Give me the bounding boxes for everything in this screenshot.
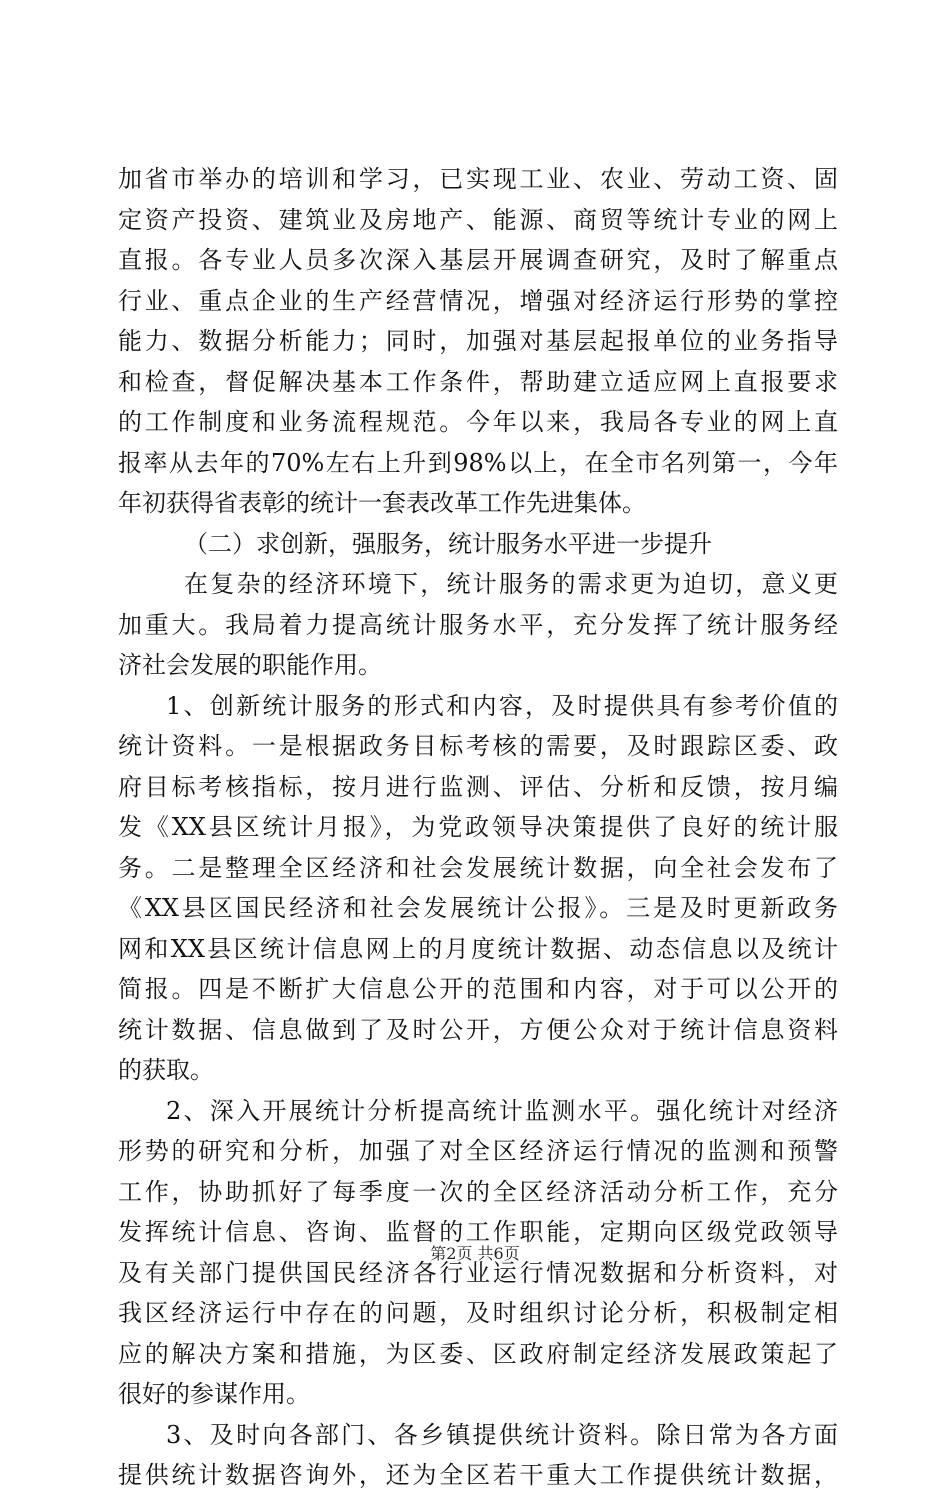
text-line: 应的解决方案和措施，为区委、区政府制定经济发展政策起了: [118, 1339, 838, 1368]
text-line: 行业、重点企业的生产经营情况，增强对经济运行形势的掌控: [118, 286, 838, 315]
document-body: [118, 159, 838, 1496]
text-line: 简报。四是不断扩大信息公开的范围和内容，对于可以公开的: [118, 975, 838, 1003]
text-line: 我区经济运行中存在的问题，及时组织讨论分析，积极制定相: [118, 1299, 838, 1327]
text-line: 济社会发展的职能作用。: [118, 651, 382, 679]
text-line: 发《XX县区统计月报》，为党政领导决策提供了良好的统计服: [118, 813, 838, 841]
text-line: 提供统计数据咨询外，还为全区若干重大工作提供统计数据，: [118, 1461, 838, 1489]
text-line: 发挥统计信息、咨询、监督的工作职能，定期向区级党政领导: [118, 1218, 838, 1246]
text-line: 的获取。: [118, 1056, 214, 1084]
text-line: 《XX县区国民经济和社会发展统计公报》。三是及时更新政务: [118, 894, 838, 922]
text-line: 直报。各专业人员多次深入基层开展调查研究，及时了解重点: [118, 246, 838, 274]
text-line: 统计数据、信息做到了及时公开，方便公众对于统计信息资料: [118, 1015, 838, 1044]
text-line: 加省市举办的培训和学习，已实现工业、农业、劳动工资、固: [118, 165, 838, 193]
text-line: 工作，协助抓好了每季度一次的全区经济活动分析工作，充分: [118, 1177, 838, 1206]
text-line: 及有关部门提供国民经济各行业运行情况数据和分析资料，对: [118, 1258, 838, 1287]
text-line: 的工作制度和业务流程规范。今年以来，我局各专业的网上直: [118, 408, 838, 436]
text-line: 很好的参谋作用。: [118, 1380, 310, 1408]
text-line: 2、深入开展统计分析提高统计监测水平。强化统计对经济: [166, 1096, 838, 1125]
text-line: 和检查，督促解决基本工作条件，帮助建立适应网上直报要求: [118, 367, 838, 396]
text-line: 形势的研究和分析，加强了对全区经济运行情况的监测和预警: [118, 1137, 838, 1165]
text-line: 府目标考核指标，按月进行监测、评估、分析和反馈，按月编: [118, 772, 838, 801]
text-line: 年初获得省表彰的统计一套表改革工作先进集体。: [118, 489, 646, 517]
text-line: 能力、数据分析能力；同时，加强对基层起报单位的业务指导: [118, 327, 838, 355]
section-heading: （二）求创新，强服务，统计服务水平进一步提升: [184, 529, 712, 558]
text-line: 网和XX县区统计信息网上的月度统计数据、动态信息以及统计: [118, 934, 838, 963]
text-line: 定资产投资、建筑业及房地产、能源、商贸等统计专业的网上: [118, 205, 838, 234]
text-line: 务。二是整理全区经济和社会发展统计数据，向全社会发布了: [118, 853, 838, 882]
text-line: 1、创新统计服务的形式和内容，及时提供具有参考价值的: [166, 691, 838, 720]
text-line: 统计资料。一是根据政务目标考核的需要，及时跟踪区委、政: [118, 732, 838, 760]
text-line: 加重大。我局着力提高统计服务水平，充分发挥了统计服务经: [118, 610, 838, 639]
text-line: 报率从去年的70%左右上升到98%以上，在全市名列第一，今年: [118, 448, 838, 477]
text-line: 在复杂的经济环境下，统计服务的需求更为迫切，意义更: [184, 570, 838, 598]
page-number-footer: 第2页 共6页: [430, 1244, 520, 1263]
text-line: 3、及时向各部门、各乡镇提供统计资料。除日常为各方面: [166, 1420, 838, 1449]
